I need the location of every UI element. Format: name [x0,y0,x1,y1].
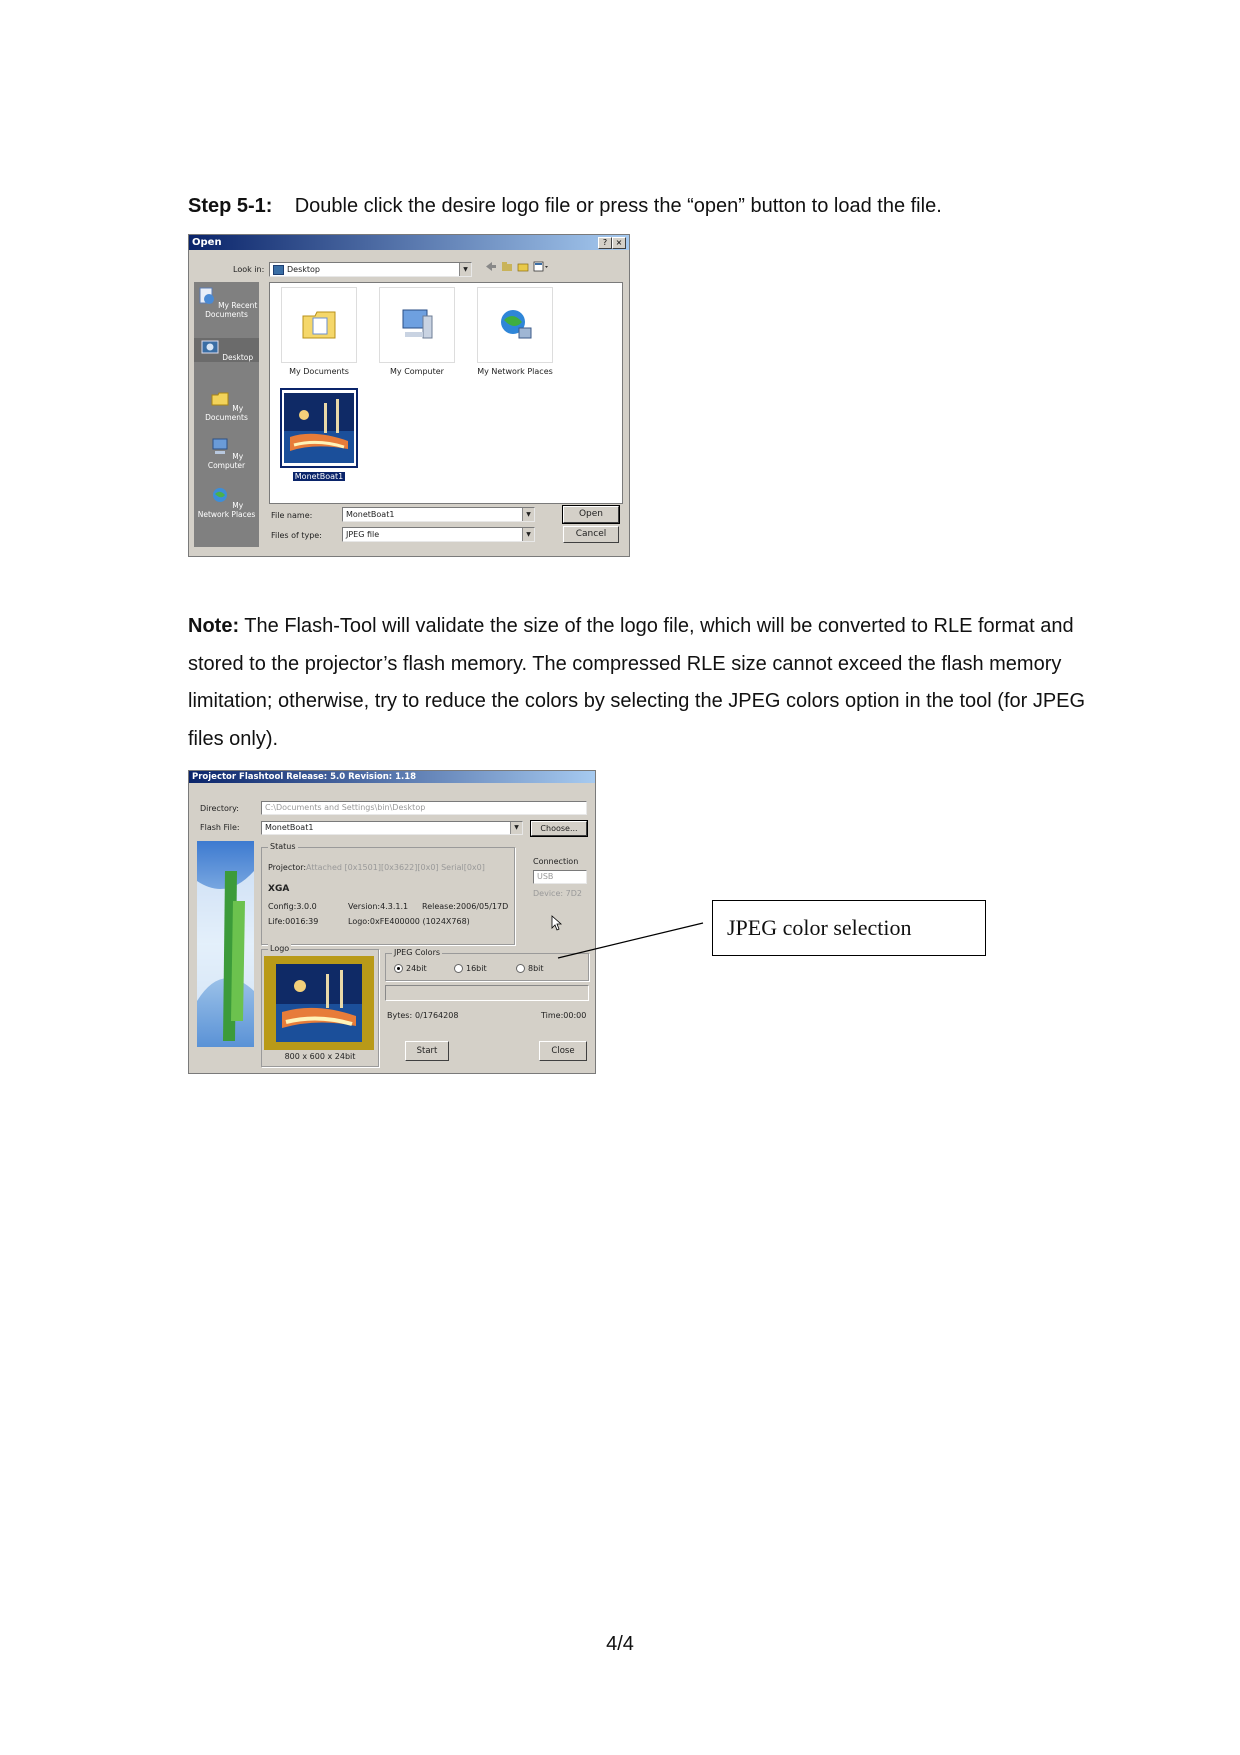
open-button[interactable]: Open [563,506,619,523]
selected-file-label: MonetBoat1 [294,472,344,481]
file-name-input[interactable] [342,507,535,522]
connection-label: Connection [533,857,579,866]
connection-field [533,870,587,884]
page-number: 4/4 [606,1633,634,1655]
connection-value: USB [537,872,554,881]
place-label: My Computer [207,452,246,470]
network-icon [495,306,535,344]
release-value: Release:2006/05/17D [422,902,509,911]
radio-24bit-label: 24bit [406,964,427,973]
place-label: My Recent Documents [205,301,258,319]
chevron-down-icon: ▼ [522,508,534,521]
logo-caption: 800 x 600 x 24bit [284,1052,356,1061]
file-item-label: My Computer [390,367,444,376]
step-label: Step 5-1: [188,195,273,217]
places-bar [194,282,259,547]
recent-documents-icon [196,286,216,306]
computer-icon [210,437,230,457]
note-text: The Flash-Tool will validate the size of the logo file, which will be converted to RLE format and stored to the projector’s flash memory. The compressed RLE size cannot exceed the flash memory limitation; otherwise, try to reduce the colors by selecting the JPEG colors option in the tool (for JPEG files only). [188,615,1086,750]
radio-24bit[interactable] [394,964,427,973]
cancel-button[interactable]: Cancel [563,526,619,543]
flash-file-select[interactable] [261,821,523,835]
open-dialog-title: Open [192,237,222,248]
progress-bar [385,985,589,1001]
jpeg-colors-group [385,948,589,981]
chevron-down-icon: ▼ [522,528,534,541]
note-label: Note: [188,615,240,637]
place-desktop[interactable] [194,338,259,362]
flashtool-window [188,770,596,1074]
radio-unchecked-icon [454,964,463,973]
file-type-select[interactable] [342,527,535,542]
radio-16bit-label: 16bit [466,964,487,973]
callout-box: JPEG color selection [712,900,986,956]
open-dialog [188,234,630,557]
side-banner-image [197,841,254,1047]
logo-preview-image [276,964,362,1042]
radio-8bit[interactable] [516,964,544,973]
file-list [269,282,623,504]
radio-checked-icon [394,964,403,973]
file-item-label: My Network Places [477,367,553,376]
logo-preview-frame [264,956,374,1050]
logo-group [261,944,379,1067]
file-item-my-documents[interactable] [274,287,364,376]
place-label: My Network Places [197,501,256,519]
help-button[interactable]: ? [598,237,612,249]
bytes-label: Bytes: [387,1011,413,1020]
file-item-label: My Documents [289,367,349,376]
note-paragraph [188,608,1088,758]
look-in-label: Look in: [233,265,265,274]
place-my-documents[interactable] [194,389,259,422]
device-value: Device: 7D2 [533,889,582,898]
logo-address-value: Logo:0xFE400000 (1024X768) [348,917,470,926]
folder-icon [299,306,339,344]
status-group-title: Status [270,842,296,851]
radio-8bit-label: 8bit [528,964,544,973]
file-item-monetboat1[interactable] [274,388,364,481]
jpeg-colors-title: JPEG Colors [394,948,441,957]
config-value: Config:3.0.0 [268,902,317,911]
file-item-my-computer[interactable] [372,287,462,376]
chevron-down-icon: ▼ [459,263,471,276]
start-button[interactable]: Start [405,1041,449,1061]
directory-value: C:\Documents and Settings\bin\Desktop [265,803,426,812]
place-recent-documents[interactable] [194,286,259,319]
new-folder-icon[interactable] [517,261,529,272]
desktop-small-icon [273,265,284,275]
projector-value: Attached [0x1501][0x3622][0x0] Serial[0x0] [306,863,485,872]
status-group [261,842,515,945]
directory-label: Directory: [200,804,239,813]
up-folder-icon[interactable] [501,261,513,272]
back-icon[interactable] [485,261,497,272]
life-value: Life:0016:39 [268,917,319,926]
mouse-cursor-icon [551,915,563,931]
file-name-value: MonetBoat1 [346,510,395,519]
radio-unchecked-icon [516,964,525,973]
bytes-value: 0/1764208 [415,1011,459,1020]
computer-icon [397,306,437,344]
folder-icon [210,389,230,409]
place-my-computer[interactable] [194,437,259,470]
look-in-value: Desktop [287,265,320,274]
choose-button[interactable]: Choose... [531,821,587,836]
radio-16bit[interactable] [454,964,487,973]
projector-label: Projector: [268,863,307,872]
step-instruction: Double click the desire logo file or press the “open” button to load the file. [294,195,942,217]
close-button[interactable]: Close [539,1041,587,1061]
file-name-label: File name: [271,511,313,520]
place-label: Desktop [222,353,254,362]
directory-field[interactable] [261,801,587,815]
file-item-my-network-places[interactable] [470,287,560,376]
version-value: Version:4.3.1.1 [348,902,409,911]
chevron-down-icon: ▼ [510,822,522,834]
look-in-select[interactable] [269,262,472,277]
open-dialog-titlebar [189,235,629,250]
flashtool-title: Projector Flashtool Release: 5.0 Revision: 1.18 [192,772,417,782]
flashtool-titlebar [189,771,595,783]
place-label: My Documents [205,404,248,422]
step-5-1-text [188,196,942,216]
views-menu-icon[interactable] [533,261,549,272]
file-type-label: Files of type: [271,531,322,540]
desktop-icon [200,338,220,358]
file-type-value: JPEG file [346,530,380,539]
time-value: Time:00:00 [541,1011,587,1020]
logo-group-title: Logo [270,944,290,953]
resolution-value: XGA [268,884,290,894]
close-button[interactable]: × [612,237,626,249]
place-my-network-places[interactable] [194,486,259,519]
flash-file-value: MonetBoat1 [265,823,314,832]
flash-file-label: Flash File: [200,823,240,832]
network-icon [210,486,230,506]
image-thumbnail-icon [284,393,354,463]
